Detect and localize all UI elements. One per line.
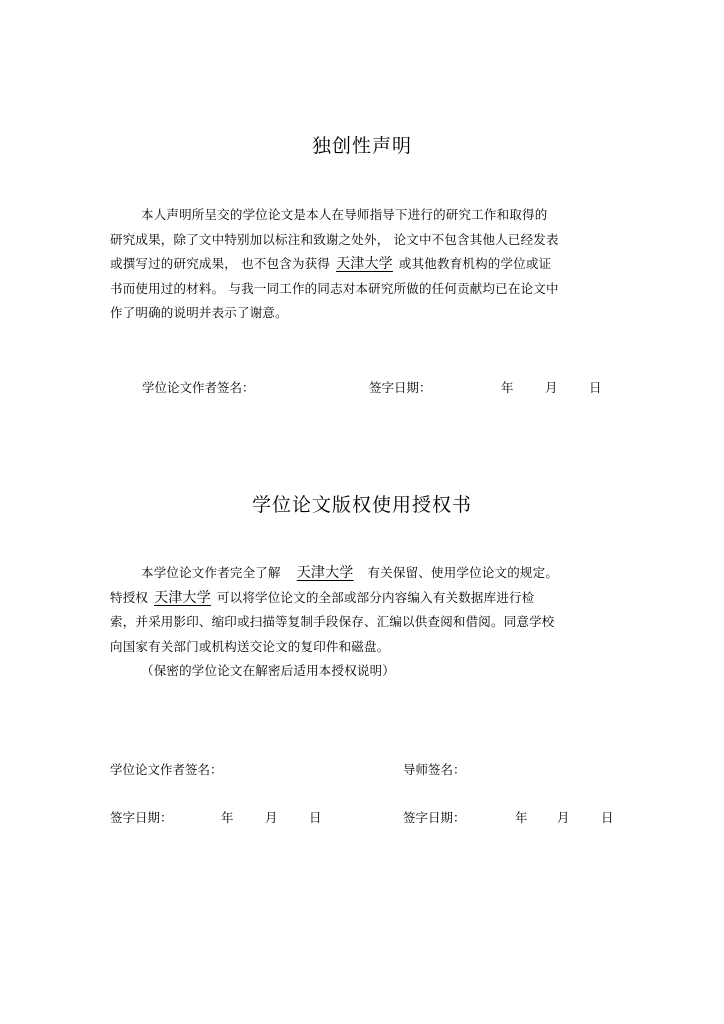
authorization-note: （保密的学位论文在解密后适用本授权说明） bbox=[141, 663, 396, 678]
date-month-label: 月 bbox=[545, 380, 558, 395]
originality-line-3: 或撰写过的研究成果， 也不包含为获得 天津大学 或其他教育机构的学位或证 bbox=[110, 256, 552, 272]
authorization-line-3: 索，并采用影印、缩印或扫描等复制手段保存、汇编以供查阅和借阅。同意学校 bbox=[110, 614, 555, 629]
originality-line-2: 研究成果，除了文中特别加以标注和致谢之处外， 论文中不包含其他人已经发表 bbox=[110, 231, 559, 247]
originality-line-4: 书而使用过的材料。 与我一同工作的同志对本研究所做的任何贡献均已在论文中 bbox=[110, 280, 559, 296]
institution-name: 天津大学 bbox=[296, 565, 354, 581]
date-day-label: 日 bbox=[589, 380, 602, 395]
signature-date-label: 签字日期： bbox=[369, 380, 432, 395]
authorization-line-4: 向国家有关部门或机构送交论文的复印件和磁盘。 bbox=[110, 638, 390, 654]
originality-line-1: 本人声明所呈交的学位论文是本人在导师指导下进行的研究工作和取得的 bbox=[141, 207, 548, 222]
author-signature-label: 学位论文作者签名： bbox=[110, 762, 223, 777]
institution-name: 天津大学 bbox=[154, 589, 211, 606]
advisor-date-year: 年 bbox=[515, 810, 528, 825]
authorization-line-1: 本学位论文作者完全了解 天津大学 有关保留、使用学位论文的规定。 bbox=[141, 565, 559, 581]
authorization-line-2: 特授权 天津大学 可以将学位论文的全部或部分内容编入有关数据库进行检 bbox=[110, 589, 535, 606]
originality-paragraph bbox=[110, 203, 620, 326]
author-date-label: 签字日期： bbox=[110, 810, 173, 825]
author-date-month: 月 bbox=[265, 810, 278, 825]
originality-title: 独创性声明 bbox=[311, 135, 412, 157]
advisor-date-day: 日 bbox=[601, 810, 614, 825]
author-date-year: 年 bbox=[221, 810, 234, 825]
authorization-title: 学位论文版权使用授权书 bbox=[251, 494, 472, 516]
institution-name: 天津大学 bbox=[336, 256, 393, 272]
author-date-day: 日 bbox=[309, 810, 322, 825]
author-signature-label: 学位论文作者签名： bbox=[142, 380, 255, 395]
advisor-date-label: 签字日期： bbox=[403, 810, 466, 825]
advisor-signature-label: 导师签名： bbox=[403, 762, 466, 777]
originality-line-5: 作了明确的说明并表示了谢意。 bbox=[110, 305, 288, 320]
advisor-date-month: 月 bbox=[557, 810, 570, 825]
authorization-paragraph bbox=[110, 561, 620, 684]
date-year-label: 年 bbox=[501, 380, 514, 395]
